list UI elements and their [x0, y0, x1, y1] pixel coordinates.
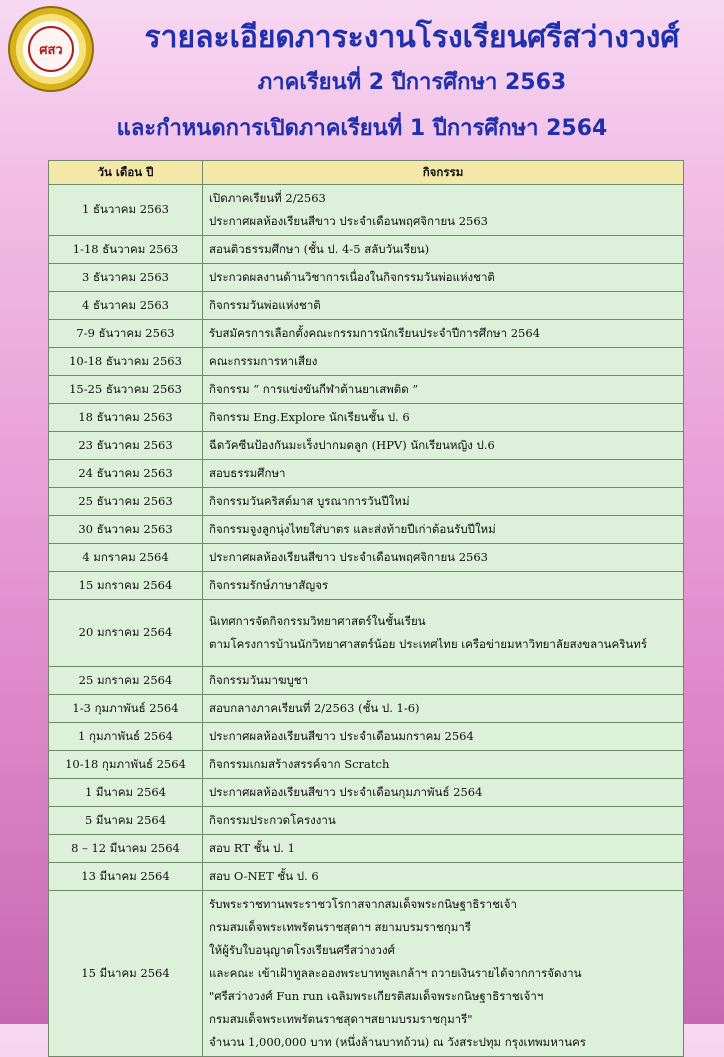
row-activity: [203, 723, 684, 751]
table-row: [49, 835, 684, 863]
row-date: 8 – 12 มีนาคม 2564: [49, 835, 203, 863]
page-subtitle-2: และกำหนดการเปิดภาคเรียนที่ 1 ปีการศึกษา 2564: [116, 116, 608, 141]
activity-line: กิจกรรม Eng.Explore นักเรียนชั้น ป. 6: [209, 410, 410, 424]
row-date: 23 ธันวาคม 2563: [49, 432, 203, 460]
row-date: 10-18 กุมภาพันธ์ 2564: [49, 751, 203, 779]
activity-line: ตามโครงการบ้านนักวิทยาศาสตร์น้อย ประเทศไทย เครือข่ายมหาวิทยาลัยสงขลานครินทร์: [209, 637, 647, 651]
activity-line: สอนติวธรรมศึกษา (ชั้น ป. 4-5 สลับวันเรียน): [209, 242, 430, 256]
row-activity: [203, 891, 684, 1057]
table-row: [49, 572, 684, 600]
table-row: [49, 751, 684, 779]
activity-line: สอบกลางภาคเรียนที่ 2/2563 (ชั้น ป. 1-6): [209, 701, 420, 715]
row-date: 1-3 กุมภาพันธ์ 2564: [49, 695, 203, 723]
page-title: รายละเอียดภาระงานโรงเรียนศรีสว่างวงศ์: [144, 20, 680, 55]
row-date: 4 ธันวาคม 2563: [49, 292, 203, 320]
table-row: [49, 292, 684, 320]
activity-line: กิจกรรมวันมาฆบูชา: [209, 673, 309, 687]
row-activity: [203, 544, 684, 572]
row-activity: [203, 695, 684, 723]
row-activity: [203, 779, 684, 807]
activity-line: กิจกรรมวันคริสต์มาส บูรณาการวันปีใหม่: [209, 494, 410, 508]
table-row: [49, 404, 684, 432]
row-activity: [203, 835, 684, 863]
activity-line: ให้ผู้รับใบอนุญาตโรงเรียนศรีสว่างวงศ์: [209, 943, 395, 957]
row-activity: [203, 572, 684, 600]
table-row: [49, 236, 684, 264]
column-header-activity: กิจกรรม: [203, 161, 684, 185]
table-row: [49, 460, 684, 488]
row-date: 1 กุมภาพันธ์ 2564: [49, 723, 203, 751]
table-row: [49, 544, 684, 572]
row-date: 24 ธันวาคม 2563: [49, 460, 203, 488]
schedule-table: [48, 160, 684, 1057]
row-activity: [203, 863, 684, 891]
table-row: [49, 863, 684, 891]
row-activity: [203, 488, 684, 516]
row-activity: [203, 404, 684, 432]
row-activity: [203, 600, 684, 667]
row-activity: [203, 751, 684, 779]
row-date: 4 มกราคม 2564: [49, 544, 203, 572]
table-header-row: [49, 161, 684, 185]
row-date: 1 ธันวาคม 2563: [49, 185, 203, 236]
row-activity: [203, 292, 684, 320]
row-date: 3 ธันวาคม 2563: [49, 264, 203, 292]
table-row: [49, 264, 684, 292]
table-row: [49, 488, 684, 516]
activity-line: และคณะ เข้าเฝ้าทูลละอองพระบาทพูลเกล้าฯ ถวายเงินรายได้จากการจัดงาน: [209, 966, 582, 980]
activity-line: "ศรีสว่างวงศ์ Fun run เฉลิมพระเกียรติสมเด็จพระกนิษฐาธิราชเจ้าฯ: [209, 989, 544, 1003]
row-activity: [203, 185, 684, 236]
row-date: 15 มีนาคม 2564: [49, 891, 203, 1057]
row-activity: [203, 807, 684, 835]
row-activity: [203, 667, 684, 695]
row-activity: [203, 376, 684, 404]
row-date: 15-25 ธันวาคม 2563: [49, 376, 203, 404]
row-activity: [203, 348, 684, 376]
row-date: 25 ธันวาคม 2563: [49, 488, 203, 516]
activity-line: ประกาศผลห้องเรียนสีขาว ประจำเดือนพฤศจิกายน 2563: [209, 214, 488, 228]
activity-line: กิจกรรมรักษ์ภาษาสัญจร: [209, 578, 329, 592]
row-activity: [203, 264, 684, 292]
activity-line: ประกาศผลห้องเรียนสีขาว ประจำเดือนพฤศจิกายน 2563: [209, 550, 488, 564]
table-row: [49, 516, 684, 544]
table-row: [49, 723, 684, 751]
table-row: [49, 185, 684, 236]
activity-line: รับพระราชทานพระราชวโรกาสจากสมเด็จพระกนิษฐาธิราชเจ้า: [209, 897, 517, 911]
row-date: 10-18 ธันวาคม 2563: [49, 348, 203, 376]
row-activity: [203, 516, 684, 544]
activity-line: กิจกรรมประกวดโครงงาน: [209, 813, 336, 827]
table-row: [49, 807, 684, 835]
activity-line: กรมสมเด็จพระเทพรัตนราชสุดาฯสยามบรมราชกุมารี": [209, 1012, 473, 1026]
row-activity: [203, 460, 684, 488]
row-date: 20 มกราคม 2564: [49, 600, 203, 667]
table-row: [49, 891, 684, 1057]
table-row: [49, 667, 684, 695]
row-date: 1 มีนาคม 2564: [49, 779, 203, 807]
row-date: 18 ธันวาคม 2563: [49, 404, 203, 432]
activity-line: กิจกรรมวันพ่อแห่งชาติ: [209, 298, 321, 312]
activity-line: คณะกรรมการหาเสียง: [209, 354, 318, 368]
table-row: [49, 348, 684, 376]
activity-line: ประกวดผลงานด้านวิชาการเนื่องในกิจกรรมวันพ่อแห่งชาติ: [209, 270, 495, 284]
row-date: 30 ธันวาคม 2563: [49, 516, 203, 544]
activity-line: เปิดภาคเรียนที่ 2/2563: [209, 191, 326, 205]
activity-line: ประกาศผลห้องเรียนสีขาว ประจำเดือนมกราคม 2564: [209, 729, 474, 743]
header: [0, 0, 724, 150]
activity-line: ฉีดวัคซีนป้องกันมะเร็งปากมดลูก (HPV) นักเรียนหญิง ป.6: [209, 438, 495, 452]
row-date: 25 มกราคม 2564: [49, 667, 203, 695]
table-row: [49, 600, 684, 667]
row-date: 7-9 ธันวาคม 2563: [49, 320, 203, 348]
schedule-table-wrapper: [48, 160, 684, 1057]
schedule-body: [49, 185, 684, 1057]
activity-line: กิจกรรม “ การแข่งขันกีฬาต้านยาเสพติด ”: [209, 382, 419, 396]
school-logo: [8, 6, 94, 92]
activity-line: ประกาศผลห้องเรียนสีขาว ประจำเดือนกุมภาพันธ์ 2564: [209, 785, 483, 799]
page-subtitle: ภาคเรียนที่ 2 ปีการศึกษา 2563: [257, 70, 567, 95]
table-row: [49, 779, 684, 807]
row-activity: [203, 320, 684, 348]
activity-line: นิเทศการจัดกิจกรรมวิทยาศาสตร์ในชั้นเรียน: [209, 614, 426, 628]
table-row: [49, 432, 684, 460]
school-logo-emblem: ศสว: [28, 26, 74, 72]
activity-line: รับสมัครการเลือกตั้งคณะกรรมการนักเรียนประจำปีการศึกษา 2564: [209, 326, 541, 340]
activity-line: กรมสมเด็จพระเทพรัตนราชสุดาฯ สยามบรมราชกุมารี: [209, 920, 471, 934]
table-row: [49, 695, 684, 723]
activity-line: สอบธรรมศึกษา: [209, 466, 286, 480]
row-date: 15 มกราคม 2564: [49, 572, 203, 600]
table-row: [49, 320, 684, 348]
column-header-date: วัน เดือน ปี: [49, 161, 203, 185]
activity-line: สอบ O-NET ชั้น ป. 6: [209, 869, 319, 883]
row-date: 1-18 ธันวาคม 2563: [49, 236, 203, 264]
activity-line: จำนวน 1,000,000 บาท (หนึ่งล้านบาทถ้วน) ณ วังสระปทุม กรุงเทพมหานคร: [209, 1035, 586, 1049]
table-row: [49, 376, 684, 404]
activity-line: กิจกรรมเกมสร้างสรรค์จาก Scratch: [209, 757, 390, 771]
activity-line: กิจกรรมจูงลูกนุ่งไทยใส่บาตร และส่งท้ายปีเก่าต้อนรับปีใหม่: [209, 522, 496, 536]
row-activity: [203, 236, 684, 264]
row-date: 13 มีนาคม 2564: [49, 863, 203, 891]
row-date: 5 มีนาคม 2564: [49, 807, 203, 835]
activity-line: สอบ RT ชั้น ป. 1: [209, 841, 295, 855]
row-activity: [203, 432, 684, 460]
